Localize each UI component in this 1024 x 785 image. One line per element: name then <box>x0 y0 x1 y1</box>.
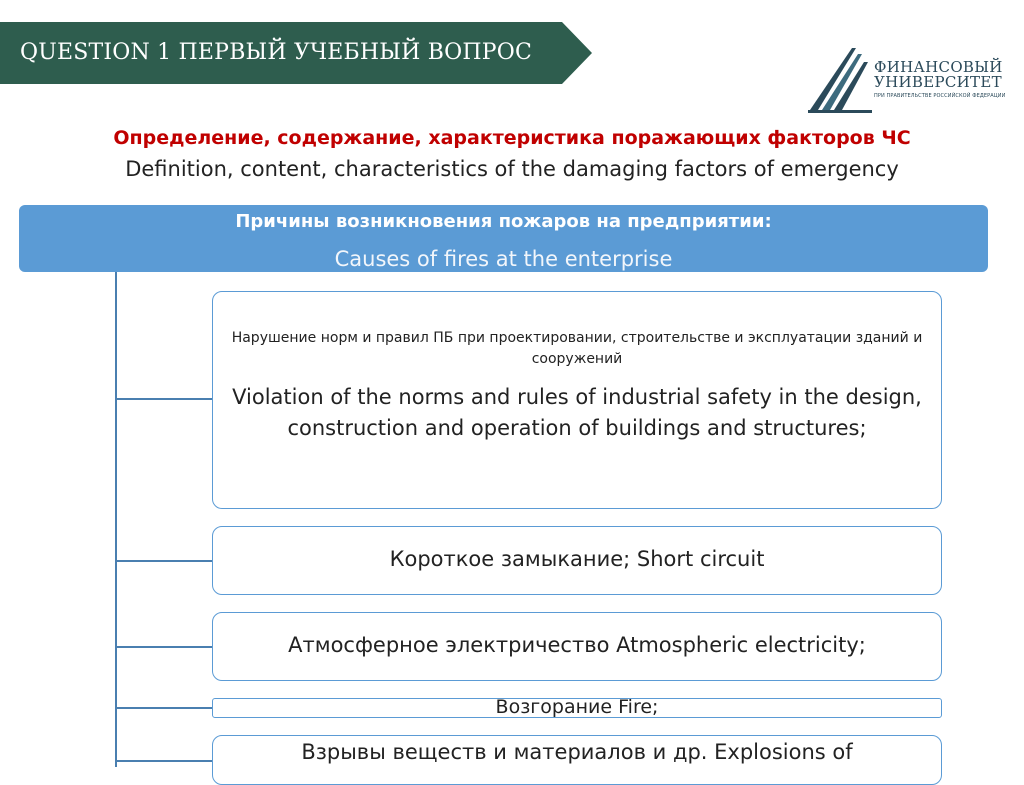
connector-line <box>117 707 213 709</box>
logo-emblem-icon <box>808 46 874 116</box>
connector-line <box>117 760 213 762</box>
diagram-root-box <box>19 205 988 272</box>
item-text: Атмосферное электричество Atmospheric electricity; <box>288 633 866 657</box>
connector-line <box>117 646 213 648</box>
title-banner <box>0 22 592 84</box>
item-text: Короткое замыкание; Short circuit <box>389 547 765 571</box>
item-text-ru: Нарушение норм и правил ПБ при проектировании, строительстве и эксплуатации зданий и сооружений <box>231 330 923 367</box>
logo-name <box>874 60 1014 90</box>
root-title-ru: Причины возникновения пожаров на предприятии: <box>235 211 772 232</box>
diagram-item-atmospheric-electricity <box>212 612 942 681</box>
connector-line <box>117 560 213 562</box>
item-text-en: Violation of the norms and rules of industrial safety in the design, construction and operation of buildings and structures; <box>232 385 922 440</box>
logo-name-line2: УНИВЕРСИТЕТ <box>874 73 1002 91</box>
item-text: Возгорание Fire; <box>495 696 659 718</box>
diagram-item-short-circuit <box>212 526 942 595</box>
root-title-en: Causes of fires at the enterprise <box>334 247 673 271</box>
item-text: Взрывы веществ и материалов и др. Explosions of <box>301 740 853 764</box>
banner-title: QUESTION 1 ПЕРВЫЙ УЧЕБНЫЙ ВОПРОС <box>20 40 532 65</box>
heading-ru: Определение, содержание, характеристика поражающих факторов ЧС <box>113 127 911 149</box>
heading-en: Definition, content, characteristics of the damaging factors of emergency <box>125 157 899 181</box>
logo-name-line1: ФИНАНСОВЫЙ <box>874 58 1003 76</box>
diagram-item-fire <box>212 698 942 718</box>
connector-line <box>117 398 213 400</box>
diagram-trunk-line <box>115 272 117 767</box>
diagram-item-explosions <box>212 735 942 785</box>
logo-subtitle: ПРИ ПРАВИТЕЛЬСТВЕ РОССИЙСКОЙ ФЕДЕРАЦИИ <box>874 93 1006 99</box>
university-logo <box>808 46 1008 116</box>
diagram-item-violation <box>212 291 942 509</box>
